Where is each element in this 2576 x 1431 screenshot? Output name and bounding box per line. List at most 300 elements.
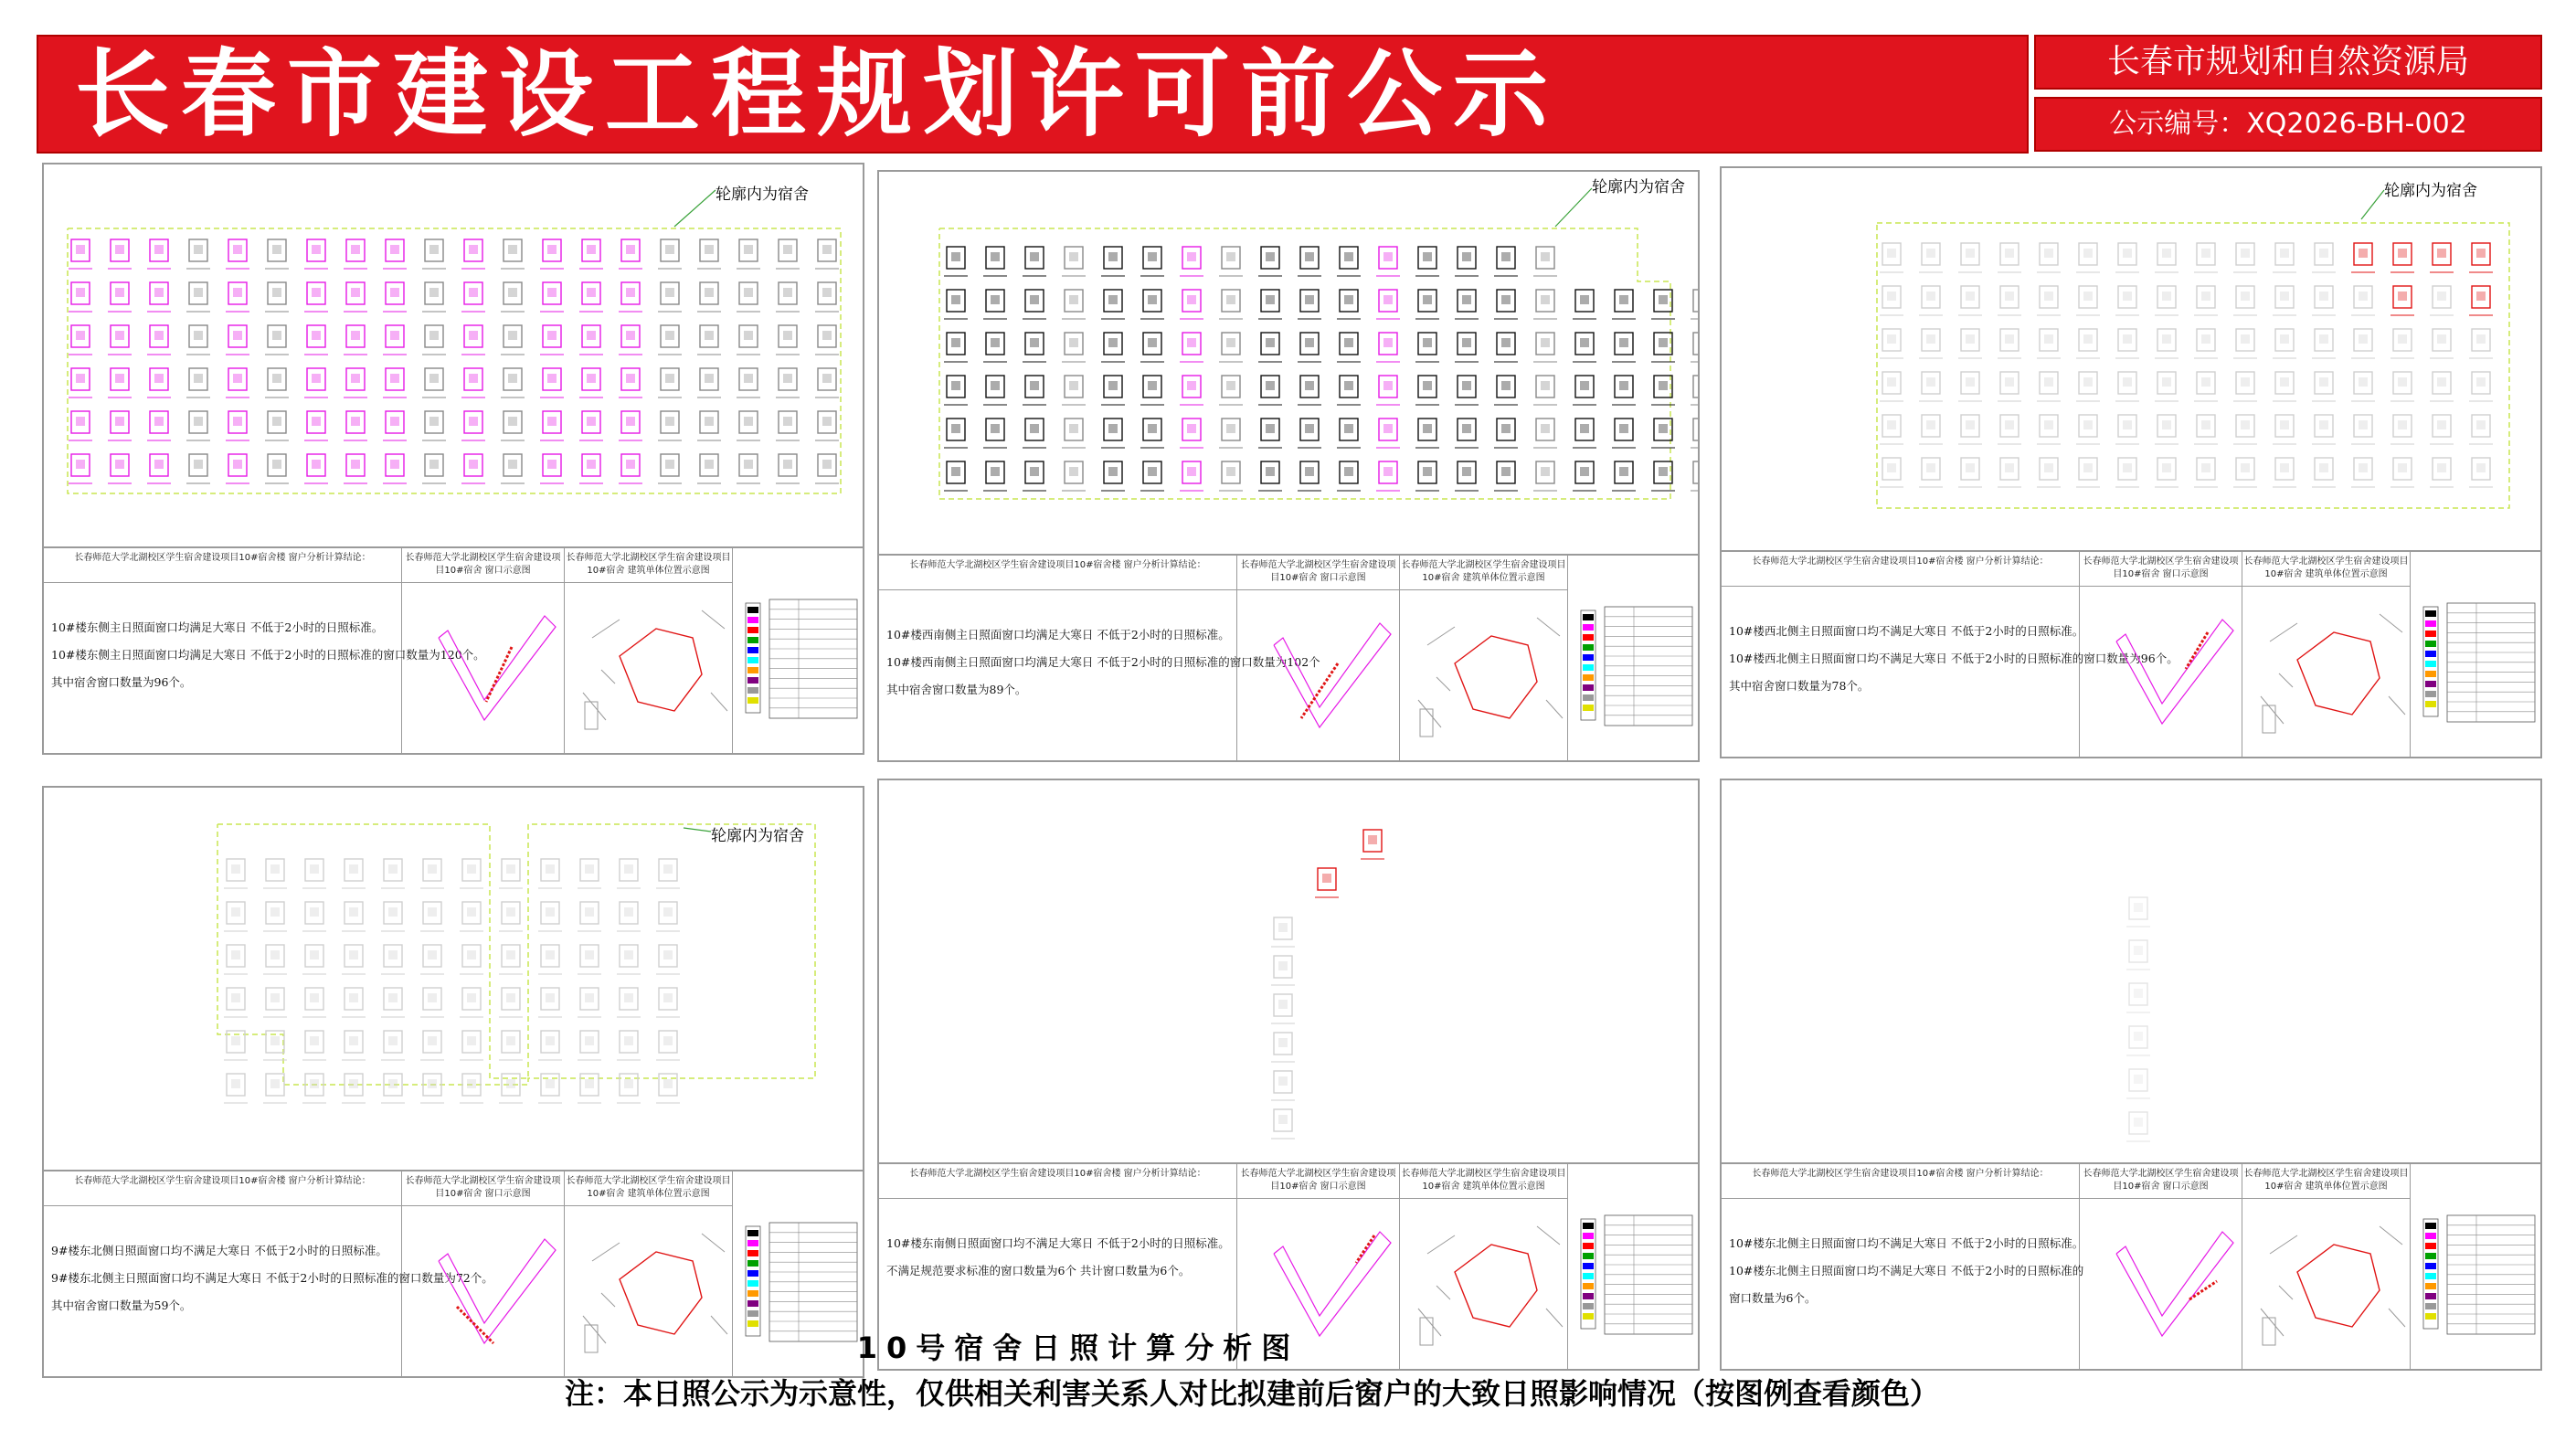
window-unit: [226, 325, 249, 355]
window-unit: [147, 411, 171, 440]
conclusion-line: 10#楼东侧主日照面窗口均满足大寒日 不低于2小时的日照标准的窗口数量为120个。: [51, 648, 485, 662]
window-unit: [1023, 419, 1046, 448]
window-unit: [619, 239, 642, 269]
window-unit: [2430, 329, 2454, 358]
window-unit: [540, 411, 564, 440]
conclusion-text: [1729, 618, 2178, 700]
conclusion-text: [886, 1230, 1230, 1285]
window-unit: [1612, 290, 1636, 319]
legend-swatch: [747, 657, 758, 663]
window-unit: [422, 325, 446, 355]
legend-swatch: [747, 637, 758, 643]
window-unit: [461, 239, 485, 269]
window-unit: [1376, 333, 1400, 362]
legend-swatch: [747, 677, 758, 684]
legend-swatch: [747, 1310, 758, 1317]
window-unit: [2273, 286, 2296, 315]
window-unit: [422, 411, 446, 440]
legend-swatch: [1583, 1303, 1594, 1309]
window-unit: [656, 1074, 680, 1103]
window-unit: [1998, 458, 2021, 487]
window-unit: [1219, 419, 1243, 448]
conclusion-text: [1729, 1230, 2084, 1312]
conclusion-title: 长春师范大学北湖校区学生宿舍建设项目10#宿舍楼 窗户分析计算结论：: [879, 1164, 1236, 1199]
window-unit: [2469, 329, 2493, 358]
legend-swatch: [1583, 634, 1594, 641]
window-unit: [776, 325, 800, 355]
window-unit: [1258, 333, 1282, 362]
legend-swatch: [1583, 1273, 1594, 1279]
window-unit: [2037, 286, 2061, 315]
window-unit: [1494, 376, 1518, 405]
window-unit: [147, 454, 171, 483]
legend-cell: [2411, 1164, 2540, 1371]
window-unit: [658, 368, 682, 398]
window-unit: [737, 411, 760, 440]
window-unit: [1140, 290, 1164, 319]
window-unit: [1219, 461, 1243, 491]
legend-swatch: [2425, 1283, 2436, 1289]
legend-swatch: [2425, 1303, 2436, 1309]
window-unit: [302, 1031, 326, 1060]
window-unit: [1376, 419, 1400, 448]
window-unit: [265, 325, 289, 355]
window-unit: [263, 945, 287, 974]
window-unit: [1271, 917, 1295, 947]
window-unit: [2115, 286, 2139, 315]
window-unit: [776, 411, 800, 440]
window-unit: [1337, 461, 1361, 491]
window-unit: [1880, 415, 1903, 444]
window-diagram-cell: [2080, 552, 2242, 758]
window-unit: [776, 239, 800, 269]
window-unit: [302, 945, 326, 974]
window-unit: [944, 333, 968, 362]
legend-swatch: [747, 617, 758, 623]
building-site-plan: [565, 583, 733, 755]
window-unit: [1062, 247, 1086, 276]
window-unit: [1958, 243, 1982, 272]
window-unit: [2115, 243, 2139, 272]
window-elevation-grid: [1722, 168, 2540, 550]
window-unit: [2115, 372, 2139, 401]
outline-label: 轮廓内为宿舍: [2384, 182, 2477, 200]
window-unit: [2430, 372, 2454, 401]
window-unit: [2390, 458, 2414, 487]
window-unit: [1533, 376, 1557, 405]
window-unit: [2351, 243, 2375, 272]
window-unit: [1219, 290, 1243, 319]
window-unit: [147, 368, 171, 398]
legend-swatch: [2425, 1273, 2436, 1279]
window-unit: [579, 454, 603, 483]
window-diagram-title: 长春师范大学北湖校区学生宿舍建设项目10#宿舍 窗口示意图: [2080, 552, 2242, 587]
window-unit: [617, 902, 641, 931]
window-unit: [658, 411, 682, 440]
window-unit: [2469, 286, 2493, 315]
window-unit: [420, 1074, 444, 1103]
window-unit: [422, 282, 446, 312]
conclusion-title: 长春师范大学北湖校区学生宿舍建设项目10#宿舍楼 窗户分析计算结论：: [44, 548, 401, 583]
window-unit: [2273, 415, 2296, 444]
window-unit: [697, 411, 721, 440]
window-unit: [619, 454, 642, 483]
window-unit: [1023, 461, 1046, 491]
window-unit: [344, 368, 367, 398]
window-unit: [499, 859, 523, 888]
legend-swatch: [1583, 1293, 1594, 1299]
window-unit: [2312, 286, 2336, 315]
window-unit: [2351, 286, 2375, 315]
legend-swatch: [1583, 1223, 1594, 1229]
window-unit: [776, 282, 800, 312]
window-unit: [2126, 940, 2150, 970]
window-unit: [1998, 286, 2021, 315]
legend-swatch: [1583, 1263, 1594, 1269]
window-unit: [381, 1074, 405, 1103]
window-unit: [1958, 415, 1982, 444]
window-unit: [1258, 461, 1282, 491]
window-unit: [1101, 247, 1125, 276]
window-unit: [1180, 376, 1203, 405]
window-unit: [1651, 290, 1675, 319]
window-unit: [983, 247, 1007, 276]
window-unit: [579, 368, 603, 398]
window-unit: [2155, 372, 2178, 401]
window-unit: [2469, 458, 2493, 487]
window-unit: [2312, 415, 2336, 444]
window-unit: [1298, 419, 1321, 448]
window-unit: [1140, 247, 1164, 276]
window-unit: [2430, 415, 2454, 444]
window-unit: [224, 988, 248, 1017]
site-plan-cell: [2242, 552, 2411, 758]
window-unit: [1271, 1033, 1295, 1062]
window-unit: [1023, 247, 1046, 276]
window-unit: [2037, 458, 2061, 487]
window-unit: [1998, 329, 2021, 358]
window-unit: [2273, 458, 2296, 487]
window-unit: [1919, 372, 1943, 401]
window-unit: [1337, 419, 1361, 448]
window-unit: [147, 325, 171, 355]
window-unit: [538, 902, 562, 931]
window-unit: [540, 368, 564, 398]
window-unit: [2076, 372, 2100, 401]
conclusion-title: 长春师范大学北湖校区学生宿舍建设项目10#宿舍楼 窗户分析计算结论：: [44, 1171, 401, 1206]
window-unit: [2233, 329, 2257, 358]
window-unit: [1455, 461, 1479, 491]
window-unit: [422, 454, 446, 483]
window-unit: [1258, 376, 1282, 405]
conclusion-line: 10#楼西南侧主日照面窗口均满足大寒日 不低于2小时的日照标准的窗口数量为102个: [886, 655, 1320, 669]
window-unit: [2194, 415, 2218, 444]
window-unit: [1919, 415, 1943, 444]
window-unit: [342, 859, 366, 888]
window-unit: [944, 419, 968, 448]
window-unit: [2126, 1026, 2150, 1055]
analysis-panel-west: [877, 170, 1700, 762]
window-unit: [2351, 458, 2375, 487]
window-unit: [737, 368, 760, 398]
legend-swatch: [2425, 651, 2436, 657]
window-unit: [1958, 286, 1982, 315]
window-unit: [383, 454, 407, 483]
window-unit: [1101, 461, 1125, 491]
window-unit: [538, 1031, 562, 1060]
window-unit: [342, 1031, 366, 1060]
window-unit: [1880, 243, 1903, 272]
legend-swatch: [1583, 654, 1594, 661]
window-unit: [420, 859, 444, 888]
leader-line: [674, 190, 716, 227]
window-unit: [1998, 415, 2021, 444]
window-unit: [263, 902, 287, 931]
legend-swatch: [747, 1250, 758, 1256]
window-unit: [619, 325, 642, 355]
window-unit: [460, 1074, 483, 1103]
window-unit: [461, 454, 485, 483]
window-unit: [1880, 372, 1903, 401]
bottom-strip: [1722, 550, 2540, 758]
window-unit: [501, 325, 525, 355]
conclusion-line: 10#楼西北侧主日照面窗口均不满足大寒日 不低于2小时的日照标准的窗口数量为96个。: [1729, 652, 2178, 665]
window-unit: [1494, 419, 1518, 448]
window-diagram-title: 长春师范大学北湖校区学生宿舍建设项目10#宿舍 窗口示意图: [1237, 556, 1399, 590]
window-unit: [658, 325, 682, 355]
leader-line: [684, 828, 711, 832]
window-unit: [944, 376, 968, 405]
window-unit: [1533, 461, 1557, 491]
window-unit: [304, 239, 328, 269]
window-unit: [1415, 376, 1439, 405]
window-unit: [1271, 956, 1295, 985]
window-unit: [460, 1031, 483, 1060]
window-unit: [69, 325, 92, 355]
disclaimer-note: 注：本日照公示为示意性，仅供相关利害关系人对比拟建前后窗户的大致日照影响情况（按图例查看颜色）: [564, 1376, 1939, 1411]
window-unit: [944, 461, 968, 491]
legend-swatch: [747, 687, 758, 694]
leader-line: [1555, 188, 1592, 227]
legend-swatch: [747, 1290, 758, 1297]
site-plan-title: 长春师范大学北湖校区学生宿舍建设项目10#宿舍 建筑单体位置示意图: [2242, 552, 2410, 587]
site-plan-title: 长春师范大学北湖校区学生宿舍建设项目10#宿舍 建筑单体位置示意图: [2242, 1164, 2410, 1199]
window-unit: [224, 1031, 248, 1060]
window-unit: [342, 988, 366, 1017]
conclusion-line: 不满足规范要求标准的窗口数量为6个 共计窗口数量为6个。: [886, 1264, 1191, 1277]
window-unit: [344, 282, 367, 312]
window-unit: [538, 1074, 562, 1103]
window-elevation-grid: [879, 172, 1698, 554]
window-unit: [342, 1074, 366, 1103]
window-unit: [420, 902, 444, 931]
window-unit: [944, 290, 968, 319]
conclusion-line: 10#楼东侧主日照面窗口均满足大寒日 不低于2小时的日照标准。: [51, 620, 384, 634]
window-unit: [383, 282, 407, 312]
window-unit: [224, 859, 248, 888]
conclusion-title: 长春师范大学北湖校区学生宿舍建设项目10#宿舍楼 窗户分析计算结论：: [1722, 1164, 2079, 1199]
legend-swatch: [1583, 1313, 1594, 1320]
legend-swatch: [747, 647, 758, 653]
window-unit: [2390, 243, 2414, 272]
window-diagram-cell: [1237, 556, 1400, 762]
legend-swatch: [2425, 1313, 2436, 1320]
window-unit: [1651, 333, 1675, 362]
legend-swatch: [747, 1230, 758, 1236]
window-unit: [2469, 415, 2493, 444]
agency-name: 长春市规划和自然资源局: [2034, 35, 2542, 90]
window-unit: [2390, 286, 2414, 315]
window-unit: [1062, 419, 1086, 448]
window-unit: [420, 988, 444, 1017]
window-unit: [1258, 290, 1282, 319]
window-unit: [265, 282, 289, 312]
conclusion-line: 10#楼东南侧日照面窗口均不满足大寒日 不低于2小时的日照标准。: [886, 1236, 1230, 1250]
window-unit: [815, 325, 839, 355]
window-unit: [381, 1031, 405, 1060]
window-unit: [737, 282, 760, 312]
window-unit: [1376, 247, 1400, 276]
window-unit: [1455, 333, 1479, 362]
legend-swatch: [2425, 691, 2436, 697]
legend-table: [2411, 552, 2540, 758]
window-unit: [815, 454, 839, 483]
window-unit: [579, 411, 603, 440]
window-unit: [2273, 243, 2296, 272]
window-unit: [108, 325, 132, 355]
window-unit: [697, 325, 721, 355]
window-unit: [1258, 247, 1282, 276]
legend-swatch: [2425, 661, 2436, 667]
window-unit: [1455, 290, 1479, 319]
window-unit: [578, 902, 601, 931]
window-diagram-title: 长春师范大学北湖校区学生宿舍建设项目10#宿舍 窗口示意图: [1237, 1164, 1399, 1199]
window-unit: [1219, 333, 1243, 362]
window-unit: [1298, 290, 1321, 319]
legend-swatch: [1583, 674, 1594, 681]
window-unit: [186, 368, 210, 398]
window-unit: [2076, 286, 2100, 315]
window-unit: [1271, 994, 1295, 1023]
legend-swatch: [747, 1260, 758, 1267]
building-window-diagram: [2080, 587, 2242, 758]
window-unit: [108, 454, 132, 483]
window-unit: [1958, 458, 1982, 487]
window-unit: [2312, 372, 2336, 401]
noncompliant-window: [1315, 868, 1339, 897]
building-site-plan: [2242, 587, 2411, 758]
window-unit: [383, 411, 407, 440]
legend-swatch: [1583, 624, 1594, 631]
window-unit: [1573, 333, 1596, 362]
legend-swatch: [2425, 671, 2436, 677]
window-unit: [1140, 333, 1164, 362]
window-unit: [540, 454, 564, 483]
window-unit: [2273, 329, 2296, 358]
window-unit: [302, 902, 326, 931]
window-unit: [302, 988, 326, 1017]
window-unit: [617, 859, 641, 888]
window-unit: [499, 1074, 523, 1103]
window-unit: [186, 411, 210, 440]
window-unit: [1271, 1071, 1295, 1100]
window-unit: [1691, 333, 1698, 362]
window-unit: [186, 239, 210, 269]
window-unit: [2430, 286, 2454, 315]
site-plan-title: 长春师范大学北湖校区学生宿舍建设项目10#宿舍 建筑单体位置示意图: [565, 548, 732, 583]
window-diagram-title: 长春师范大学北湖校区学生宿舍建设项目10#宿舍 窗口示意图: [402, 548, 564, 583]
window-unit: [1919, 329, 1943, 358]
window-unit: [737, 239, 760, 269]
window-unit: [499, 902, 523, 931]
window-unit: [1415, 290, 1439, 319]
window-unit: [1337, 290, 1361, 319]
window-unit: [1494, 461, 1518, 491]
window-unit: [186, 454, 210, 483]
window-unit: [2076, 415, 2100, 444]
window-unit: [304, 282, 328, 312]
window-unit: [617, 945, 641, 974]
window-unit: [381, 859, 405, 888]
legend-swatch: [1583, 694, 1594, 701]
conclusion-line: 9#楼东北侧主日照面窗口均不满足大寒日 不低于2小时的日照标准的窗口数量为72个。: [51, 1271, 493, 1285]
window-unit: [263, 988, 287, 1017]
window-unit: [2037, 415, 2061, 444]
window-unit: [460, 988, 483, 1017]
window-unit: [776, 454, 800, 483]
window-unit: [1298, 247, 1321, 276]
window-unit: [2076, 329, 2100, 358]
window-unit: [578, 988, 601, 1017]
legend-swatch: [2425, 1243, 2436, 1249]
window-unit: [1533, 333, 1557, 362]
window-unit: [1880, 329, 1903, 358]
window-unit: [304, 368, 328, 398]
window-unit: [815, 411, 839, 440]
window-unit: [265, 454, 289, 483]
window-unit: [1298, 333, 1321, 362]
window-unit: [344, 325, 367, 355]
window-unit: [461, 282, 485, 312]
window-unit: [1023, 376, 1046, 405]
dormitory-outline: [217, 824, 815, 1085]
window-grid: [879, 780, 1698, 1162]
window-unit: [69, 239, 92, 269]
window-unit: [658, 454, 682, 483]
window-unit: [579, 325, 603, 355]
window-unit: [460, 902, 483, 931]
window-unit: [2233, 286, 2257, 315]
window-diagram-cell: [402, 548, 565, 755]
window-unit: [2126, 983, 2150, 1012]
legend-swatch: [2425, 681, 2436, 687]
window-unit: [147, 282, 171, 312]
window-unit: [815, 368, 839, 398]
window-unit: [1455, 376, 1479, 405]
building-window-diagram: [1237, 590, 1400, 762]
window-grid: [1722, 168, 2540, 550]
window-unit: [1691, 290, 1698, 319]
window-unit: [1101, 290, 1125, 319]
window-unit: [1880, 286, 1903, 315]
window-unit: [226, 368, 249, 398]
window-unit: [2469, 243, 2493, 272]
window-unit: [1919, 286, 1943, 315]
outline-label: 轮廓内为宿舍: [1592, 178, 1685, 196]
analysis-panel-northwest: [1720, 166, 2542, 758]
window-unit: [69, 411, 92, 440]
window-unit: [2233, 243, 2257, 272]
